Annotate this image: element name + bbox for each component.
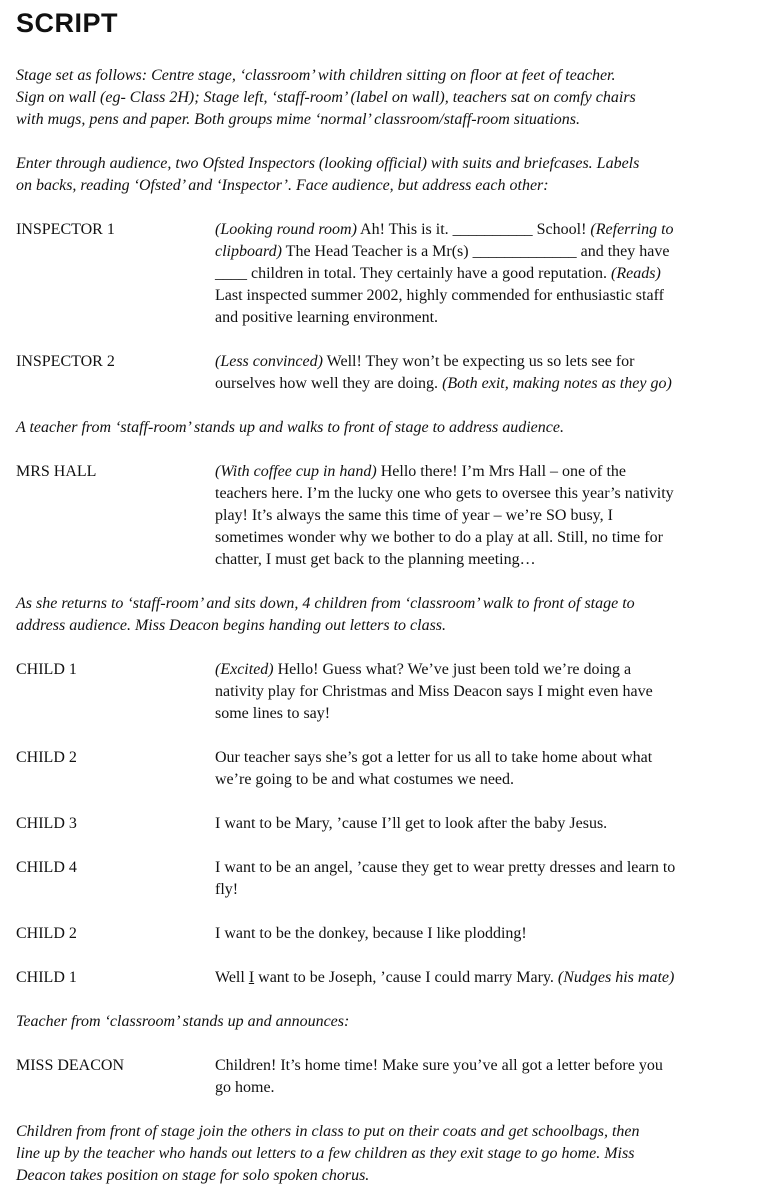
speaker-name: MRS HALL <box>16 463 97 480</box>
speech-miss-deacon <box>16 1055 760 1099</box>
inline-direction: (Less convinced) <box>215 353 323 370</box>
speaker-name: INSPECTOR 2 <box>16 353 115 370</box>
inline-direction: (Both exit, making notes as they go) <box>442 375 672 392</box>
inline-direction: (Looking round room) <box>215 221 357 238</box>
speech-part: Well <box>215 969 249 986</box>
speech-text <box>215 219 760 329</box>
underlined-word: I <box>248 969 255 986</box>
speaker-name: CHILD 4 <box>16 859 77 876</box>
speech-text: I want to be the donkey, because I like plodding! <box>215 925 527 942</box>
speech-text <box>215 967 760 989</box>
speech-part: want to be Joseph, ’cause I could marry Mary. <box>254 969 558 986</box>
stage-direction-teacher-walks: A teacher from ‘staff-room’ stands up and walks to front of stage to address audience. <box>16 419 564 436</box>
speech-text: Children! It’s home time! Make sure you’ve all got a letter before you go home. <box>215 1057 663 1096</box>
speech-part: Well! They won’t be expecting us so lets see for ourselves how well they are doing. <box>215 353 635 392</box>
speech-inspector-1 <box>16 219 760 329</box>
speaker-name: CHILD 2 <box>16 749 77 766</box>
speaker-name: CHILD 3 <box>16 815 77 832</box>
inline-direction: (Nudges his mate) <box>557 969 675 986</box>
speech-text <box>215 659 760 725</box>
speech-text: I want to be an angel, ’cause they get to wear pretty dresses and learn to fly! <box>215 859 676 898</box>
page-title: SCRIPT <box>16 8 119 38</box>
speech-part: Hello there! I’m Mrs Hall – one of the teachers here. I’m the lucky one who gets to oversee this year’s nativity play! It’s always the same this time of year – we’re SO busy, I sometimes wonder why we bother to do a play at all. Still, no time for chatter, I must get back to the planning meeting… <box>215 463 674 568</box>
speech-child-2 <box>16 747 760 791</box>
inline-direction: (With coffee cup in hand) <box>215 463 377 480</box>
speech-text <box>215 351 760 395</box>
speaker-name: CHILD 1 <box>16 661 77 678</box>
speech-child-1 <box>16 659 760 725</box>
speech-text: I want to be Mary, ’cause I’ll get to look after the baby Jesus. <box>215 815 608 832</box>
stage-direction-teacher-announces: Teacher from ‘classroom’ stands up and announces: <box>16 1013 350 1030</box>
inline-direction: (Excited) <box>215 661 274 678</box>
stage-direction-set: Stage set as follows: Centre stage, ‘classroom’ with children sitting on floor at feet of teacher. Sign on wall (eg- Class 2H); Stage left, ‘staff-room’ (label on wall), teachers sat on comfy chairs with mugs, pens and paper. Both groups mime ‘normal’ classroom/staff-room situations. <box>16 67 636 128</box>
speech-child-2-second <box>16 923 760 945</box>
speech-text: Our teacher says she’s got a letter for us all to take home about what we’re going to be and what costumes we need. <box>215 749 653 788</box>
speech-part: Ah! This is it. __________ School! <box>356 221 591 238</box>
speech-part: Hello! Guess what? We’ve just been told we’re doing a nativity play for Christmas and Miss Deacon says I might even have some lines to say! <box>215 661 653 722</box>
speech-part: The Head Teacher is a Mr(s) _____________ and they have ____ children in total. They certainly have a good reputation. <box>215 243 670 282</box>
speaker-name: CHILD 1 <box>16 969 77 986</box>
speaker-name: CHILD 2 <box>16 925 77 942</box>
inline-direction: (Reads) <box>611 265 661 282</box>
speech-inspector-2 <box>16 351 760 395</box>
speech-child-4 <box>16 857 760 901</box>
speaker-name: MISS DEACON <box>16 1057 125 1074</box>
script-page <box>16 0 760 1187</box>
speech-child-1-second <box>16 967 760 989</box>
stage-direction-inspectors-enter: Enter through audience, two Ofsted Inspectors (looking official) with suits and briefcases. Labels on backs, reading ‘Ofsted’ and ‘Inspector’. Face audience, but address each other: <box>16 155 640 194</box>
speech-child-3 <box>16 813 760 835</box>
speaker-name: INSPECTOR 1 <box>16 221 115 238</box>
speech-text <box>215 461 760 571</box>
stage-direction-children-front: As she returns to ‘staff-room’ and sits down, 4 children from ‘classroom’ walk to front of stage to address audience. Miss Deacon begins handing out letters to class. <box>16 595 635 634</box>
speech-part: Last inspected summer 2002, highly commended for enthusiastic staff and positive learning environment. <box>215 287 664 326</box>
inline-direction: (Referring to clipboard) <box>215 221 674 260</box>
speech-mrs-hall <box>16 461 760 571</box>
stage-direction-ending: Children from front of stage join the others in class to put on their coats and get schoolbags, then line up by the teacher who hands out letters to a few children as they exit stage to go home. Miss Deacon takes position on stage for solo spoken chorus. <box>16 1123 640 1184</box>
